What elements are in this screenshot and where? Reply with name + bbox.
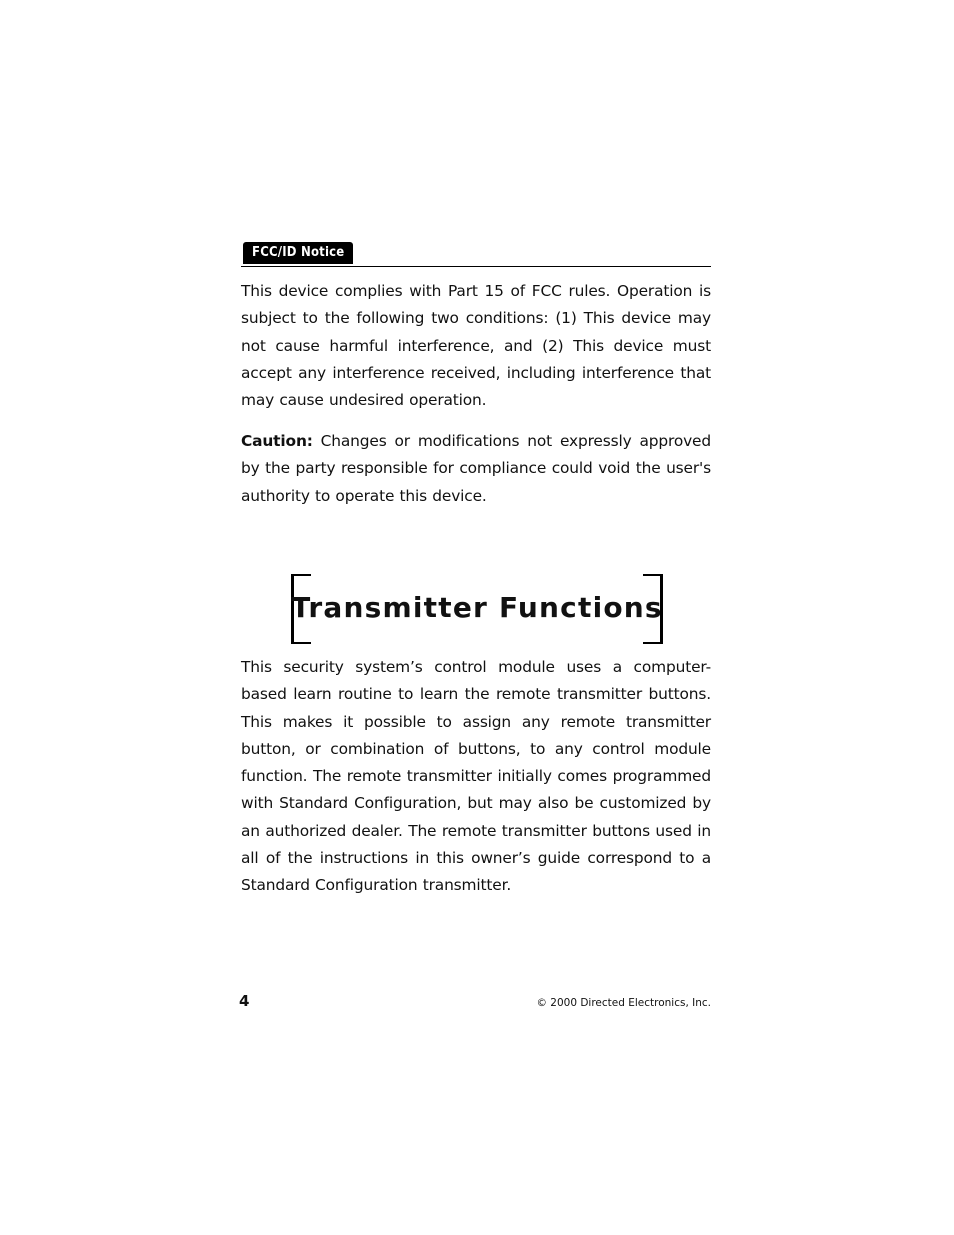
section-title: Transmitter Functions [291, 591, 663, 624]
caution-label: Caution: [241, 432, 313, 450]
copyright-notice: © 2000 Directed Electronics, Inc. [536, 997, 711, 1009]
caution-paragraph [241, 428, 711, 510]
caution-text: Changes or modifications not expressly approved by the party responsible for compliance could void the user's authority to operate this device. [241, 432, 711, 505]
fcc-notice-paragraph: This device complies with Part 15 of FCC rules. Operation is subject to the following two conditions: (1) This device may not cause harmful interference, and (2) This device must accept any interference received, including interference that may cause undesired operation. [241, 282, 711, 410]
fcc-section-header [241, 242, 711, 267]
right-bracket-decoration [643, 574, 663, 644]
page-number: 4 [239, 992, 250, 1010]
section-title-block [291, 574, 663, 642]
transmitter-functions-paragraph: This security system’s control module uses a computer-based learn routine to learn the remote transmitter buttons. This makes it possible to assign any remote transmitter button, or combination of buttons, to any control module function. The remote transmitter initially comes programmed with Standard Configuration, but may also be customized by an authorized dealer. The remote transmitter buttons used in all of the instructions in this owner’s guide correspond to a Standard Configuration transmitter. [241, 658, 711, 895]
fcc-notice-tab: FCC/ID Notice [243, 242, 353, 264]
